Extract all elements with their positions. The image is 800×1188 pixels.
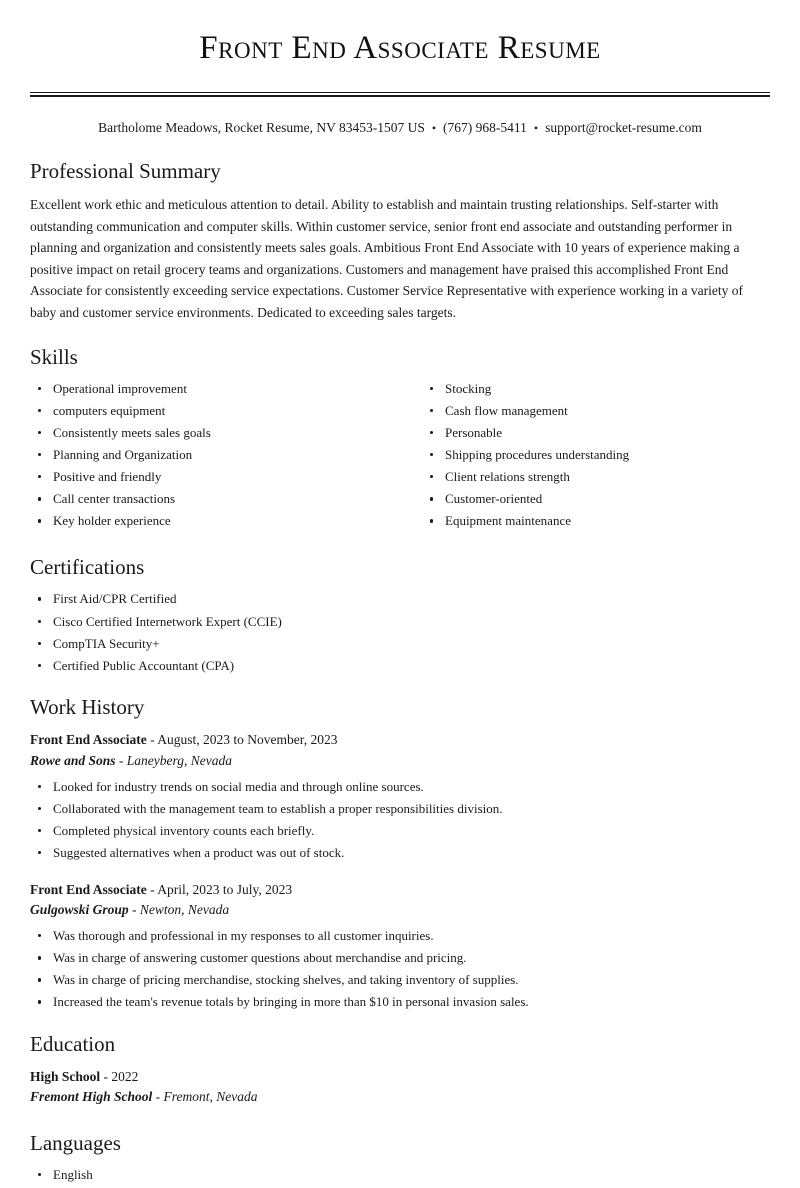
professional-summary-text: Excellent work ethic and meticulous attention to detail. Ability to establish and maintain trusting relationships. Self-starter with outstanding communication and computer skills. Within customer service, senior front end associate and outstanding performer in planning and organization and consistently meets sales goals. Ambitious Front End Associate with 10 years of experience making a positive impact on retail grocery teams and organizations. Customers and management have praised this accomplished Front End Associate for consistently exceeding service expectations. Customer Service Representative with experience working in a variety of baby and customer service environments. Dedicated to exceeding sales targets. xyxy=(30,197,744,321)
job-separator: - xyxy=(150,732,155,748)
section-heading-skills: Skills xyxy=(30,344,78,369)
list-item: Cash flow management xyxy=(422,402,770,420)
contact-separator-2: • xyxy=(533,121,539,136)
list-item: Increased the team's revenue totals by bringing in more than $10 in personal invasion sales. xyxy=(30,993,770,1011)
list-item: Looked for industry trends on social media and through online sources. xyxy=(30,778,770,796)
section-heading-languages: Languages xyxy=(30,1130,121,1155)
languages-list xyxy=(30,1166,770,1184)
job-company: Rowe and Sons xyxy=(30,752,116,768)
list-item: Planning and Organization xyxy=(30,446,400,464)
skills-columns xyxy=(30,380,770,534)
list-item: Completed physical inventory counts each briefly. xyxy=(30,822,770,840)
skills-column-right xyxy=(400,380,770,534)
contact-phone: (767) 968-5411 xyxy=(443,119,527,135)
section-heading-professional-summary: Professional Summary xyxy=(30,158,221,183)
list-item: Operational improvement xyxy=(30,380,400,398)
job-dates: August, 2023 to November, 2023 xyxy=(157,732,338,748)
education-school: Fremont High School xyxy=(30,1089,153,1105)
job-title-line xyxy=(30,880,770,900)
skills-list-right xyxy=(422,380,770,530)
job-bullets xyxy=(30,778,770,862)
list-item: Suggested alternatives when a product was out of stock. xyxy=(30,844,770,862)
list-item: Customer-oriented xyxy=(422,490,770,508)
job-separator: - xyxy=(132,901,137,917)
header-divider xyxy=(30,92,770,97)
education-year: 2022 xyxy=(111,1069,139,1085)
skills-column-left xyxy=(30,380,400,534)
list-item: Collaborated with the management team to establish a proper responsibilities division. xyxy=(30,800,770,818)
section-work-history xyxy=(30,694,770,1011)
contact-address: Bartholome Meadows, Rocket Resume, NV 83453-1507 US xyxy=(98,119,425,135)
job-title: Front End Associate xyxy=(30,881,147,897)
job-dates: April, 2023 to July, 2023 xyxy=(157,881,293,897)
section-heading-certifications: Certifications xyxy=(30,555,145,580)
job-title-line xyxy=(30,730,770,750)
job-location: Newton, Nevada xyxy=(139,901,230,917)
education-separator: - xyxy=(155,1089,161,1105)
list-item: English xyxy=(30,1166,770,1184)
list-item: Certified Public Accountant (CPA) xyxy=(30,657,770,675)
contact-separator-1: • xyxy=(431,121,437,136)
list-item: CompTIA Security+ xyxy=(30,635,770,653)
job-company: Gulgowski Group xyxy=(30,901,129,917)
list-item: Positive and friendly xyxy=(30,468,400,486)
education-school-line xyxy=(30,1087,770,1107)
list-item: computers equipment xyxy=(30,402,400,420)
job-company-line xyxy=(30,751,770,771)
list-item: Cisco Certified Internetwork Expert (CCIE) xyxy=(30,613,770,631)
section-heading-education: Education xyxy=(30,1031,116,1056)
list-item: Consistently meets sales goals xyxy=(30,424,400,442)
section-languages xyxy=(30,1130,770,1184)
education-location: Fremont, Nevada xyxy=(163,1089,258,1105)
list-item: Was thorough and professional in my responses to all customer inquiries. xyxy=(30,927,770,945)
list-item: Key holder experience xyxy=(30,512,400,530)
section-heading-work-history: Work History xyxy=(30,695,145,720)
work-history-entry xyxy=(30,730,770,861)
job-location: Laneyberg, Nevada xyxy=(126,752,233,768)
section-certifications xyxy=(30,554,770,674)
contact-email: support@rocket-resume.com xyxy=(545,119,702,135)
list-item: Shipping procedures understanding xyxy=(422,446,770,464)
job-title: Front End Associate xyxy=(30,732,147,748)
skills-list-left xyxy=(30,380,400,530)
education-entry xyxy=(30,1067,770,1108)
list-item: Equipment maintenance xyxy=(422,512,770,530)
education-separator: - xyxy=(103,1069,109,1085)
education-degree-line xyxy=(30,1067,770,1087)
job-company-line xyxy=(30,900,770,920)
job-separator: - xyxy=(118,752,124,768)
list-item: Stocking xyxy=(422,380,770,398)
resume-document xyxy=(0,30,800,1183)
contact-line xyxy=(30,119,770,138)
certifications-list xyxy=(30,590,770,674)
section-professional-summary xyxy=(30,158,770,324)
job-bullets xyxy=(30,927,770,1011)
section-skills xyxy=(30,344,770,535)
list-item: Was in charge of pricing merchandise, stocking shelves, and taking inventory of supplies. xyxy=(30,971,770,989)
job-separator: - xyxy=(150,881,155,897)
work-history-entry xyxy=(30,880,770,1011)
list-item: First Aid/CPR Certified xyxy=(30,590,770,608)
list-item: Call center transactions xyxy=(30,490,400,508)
list-item: Personable xyxy=(422,424,770,442)
page-title: Front End Associate Resume xyxy=(199,30,601,66)
education-degree: High School xyxy=(30,1069,101,1085)
section-education xyxy=(30,1031,770,1108)
list-item: Client relations strength xyxy=(422,468,770,486)
list-item: Was in charge of answering customer questions about merchandise and pricing. xyxy=(30,949,770,967)
